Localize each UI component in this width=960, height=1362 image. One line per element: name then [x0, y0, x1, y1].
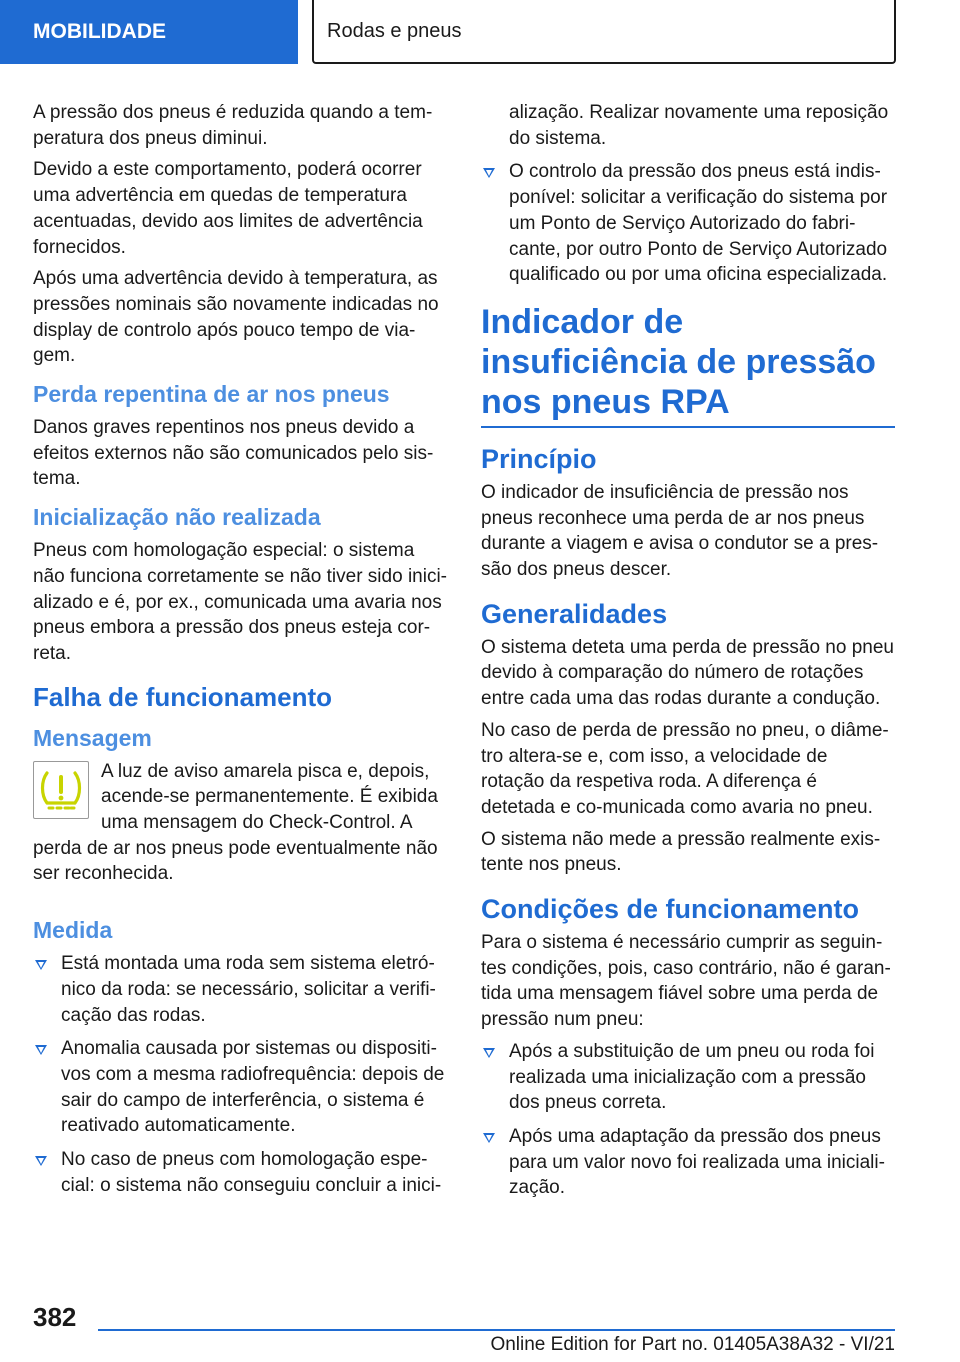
- heading-perda-repentina: Perda repentina de ar nos pneus: [33, 381, 390, 408]
- paragraph: Danos graves repentinos nos pneus devido a efeitos externos não são comunicados pelo sis-tema.: [33, 417, 434, 490]
- chapter-title: Rodas e pneus: [327, 19, 462, 42]
- list-item: O controlo da pressão dos pneus está indis-ponível: solicitar a verificação do sistema por um Ponto de Serviço Autorizado do fabri-cante, por outro Ponto de Serviço Autorizado qualificado ou por uma oficina especializada.: [481, 159, 895, 288]
- heading-inicializacao: Inicialização não realizada: [33, 504, 321, 531]
- list-item-continuation: alização. Realizar novamente uma reposição do sistema.: [509, 102, 889, 149]
- paragraph: O sistema deteta uma perda de pressão no pneu devido à comparação do número de rotações entre cada uma das rodas durante a condução.: [481, 636, 894, 710]
- footer-edition: Online Edition for Part no. 01405A38A32 - VI/21: [490, 1334, 895, 1355]
- heading-falha: Falha de funcionamento: [33, 681, 333, 712]
- paragraph: O sistema não mede a pressão realmente exis-tente nos pneus.: [481, 828, 881, 876]
- paragraph: Pneus com homologação especial: o sistema não funciona corretamente se não tiver sido inici-alizado e é, por ex., comunicada uma avaria nos pneus embora a pressão dos pneus esteja cor-reta.: [33, 540, 448, 664]
- mensagem-block: [33, 759, 448, 888]
- condicoes-list: [481, 1039, 895, 1201]
- triangle-bullet-icon: [483, 168, 495, 178]
- triangle-bullet-icon: [35, 960, 47, 970]
- section-title: MOBILIDADE: [33, 20, 166, 43]
- medida-list: [33, 951, 448, 1198]
- heading-generalidades: Generalidades: [481, 598, 668, 629]
- list-item: No caso de pneus com homologação espe-cial: o sistema não conseguiu concluir a inici-: [33, 1147, 448, 1198]
- heading-rule: [481, 426, 895, 428]
- footer-rule: [98, 1329, 895, 1331]
- section-tab: [0, 0, 298, 64]
- heading-medida: Medida: [33, 917, 113, 944]
- paragraph: Para o sistema é necessário cumprir as seguin-tes condições, pois, caso contrário, não é garan-tida uma mensagem fiável sobre uma perda de pressão num pneu:: [481, 932, 891, 1031]
- list-item: Anomalia causada por sistemas ou dispositi-vos com a mesma radiofrequência: depois de sair do campo de interferência, o sistema é reativado automaticamente.: [33, 1036, 448, 1139]
- tire-pressure-warning-icon: [33, 761, 89, 819]
- heading-condicoes: Condições de funcionamento: [481, 894, 860, 925]
- paragraph: No caso de perda de pressão no pneu, o diâme-tro altera-se e, com isso, a velocidade de rotação da respetiva roda. A diferença é detetada e co-municada como avaria no pneu.: [481, 719, 889, 818]
- page-number: 382: [33, 1302, 77, 1332]
- heading-rpa: Indicador de insuficiência de pressão nos pneus RPA: [481, 302, 876, 421]
- heading-principio: Princípio: [481, 443, 597, 474]
- triangle-bullet-icon: [35, 1156, 47, 1166]
- paragraph: A luz de aviso amarela pisca e, depois, acende-se permanentemente. É exibida uma mensagem do Check-Control. A perda de ar nos pneus pode eventualmente não ser reconhecida.: [33, 760, 438, 885]
- triangle-bullet-icon: [483, 1133, 495, 1143]
- paragraph: Devido a este comportamento, poderá ocorrer uma advertência em quedas de temperatura acentuadas, devido aos limites de advertência fornecidos.: [33, 159, 423, 258]
- list-item: Está montada uma roda sem sistema eletró-nico da roda: se necessário, solicitar a verifi-cação das rodas.: [33, 951, 448, 1028]
- medida-list-continued: [481, 159, 895, 288]
- paragraph: Após uma advertência devido à temperatura, as pressões nominais são novamente indicadas no display de controlo após pouco tempo de via-gem.: [33, 268, 439, 367]
- triangle-bullet-icon: [35, 1045, 47, 1055]
- chapter-tab: [312, 0, 896, 64]
- paragraph: A pressão dos pneus é reduzida quando a tem-peratura dos pneus diminui.: [33, 102, 433, 149]
- heading-mensagem: Mensagem: [33, 724, 152, 751]
- list-item: Após uma adaptação da pressão dos pneus para um valor novo foi realizada uma iniciali-zação.: [481, 1124, 895, 1201]
- list-item: Após a substituição de um pneu ou roda foi realizada uma inicialização com a pressão dos pneus correta.: [481, 1039, 895, 1116]
- triangle-bullet-icon: [483, 1048, 495, 1058]
- right-column: [481, 100, 895, 1209]
- paragraph: O indicador de insuficiência de pressão nos pneus reconhece uma perda de ar nos pneus durante a viagem e avisa o condutor se a pres-são dos pneus descer.: [481, 481, 879, 581]
- left-column: [33, 100, 448, 1207]
